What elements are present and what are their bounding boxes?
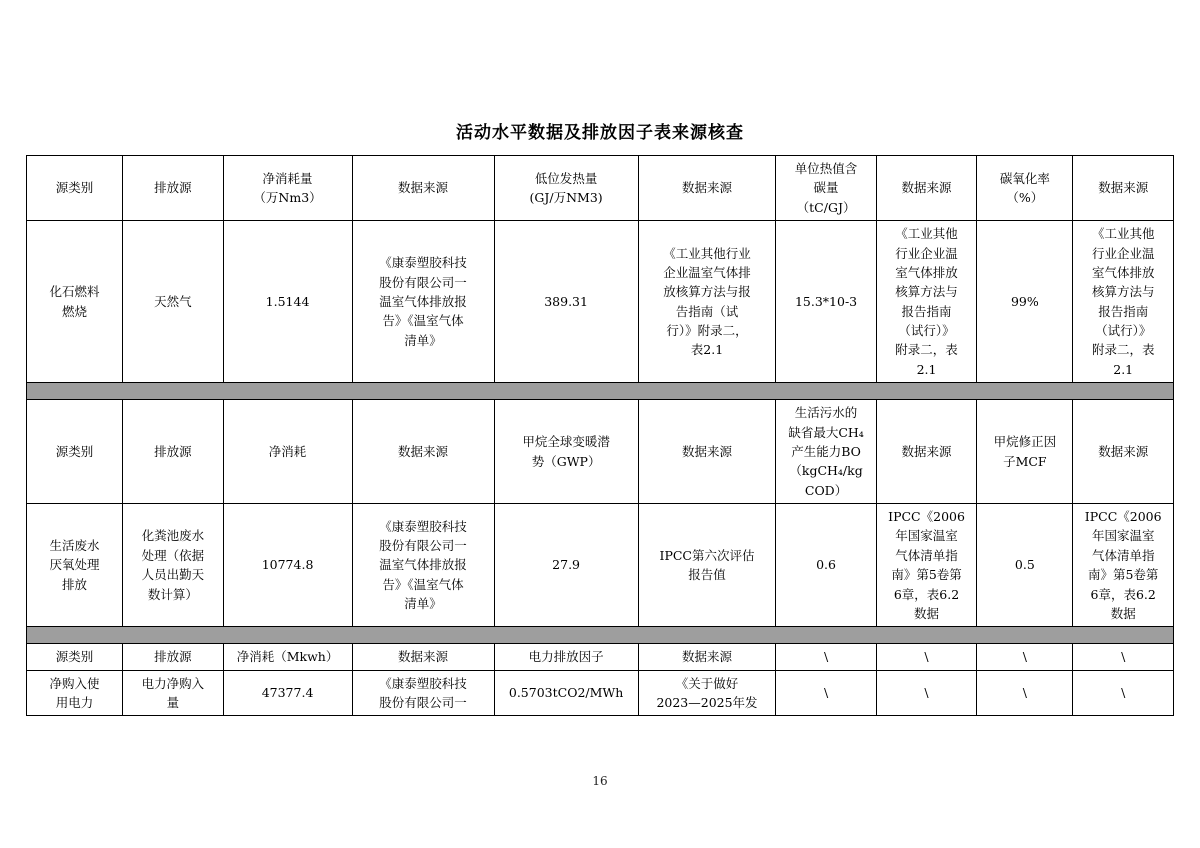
column-header: 数据来源 bbox=[352, 156, 494, 221]
table-cell: 《康泰塑胶科技 股份有限公司一 bbox=[352, 670, 494, 716]
column-header: \ bbox=[776, 644, 876, 670]
table-cell: 《关于做好 2023—2025年发 bbox=[638, 670, 776, 716]
column-header: 净消耗量 （万Nm3） bbox=[223, 156, 352, 221]
column-header: 数据来源 bbox=[876, 400, 976, 504]
column-header: 源类别 bbox=[27, 644, 123, 670]
table-cell: \ bbox=[776, 670, 876, 716]
table-cell: 电力净购入 量 bbox=[123, 670, 223, 716]
table-cell: IPCC《2006 年国家温室 气体清单指 南》第5卷第 6章，表6.2 数据 bbox=[876, 504, 976, 627]
column-header: 排放源 bbox=[123, 400, 223, 504]
column-header: 数据来源 bbox=[352, 400, 494, 504]
column-header: 排放源 bbox=[123, 156, 223, 221]
table-cell: 《工业其他 行业企业温 室气体排放 核算方法与 报告指南 （试行）》 附录二，表 2.1 bbox=[1073, 221, 1174, 383]
column-header: 数据来源 bbox=[1073, 156, 1174, 221]
table-cell: \ bbox=[977, 670, 1073, 716]
column-header: 数据来源 bbox=[638, 400, 776, 504]
column-header: 数据来源 bbox=[1073, 400, 1174, 504]
table-header-row bbox=[27, 156, 1174, 221]
section-divider-cell bbox=[27, 383, 1174, 400]
table-row bbox=[27, 221, 1174, 383]
column-header: 数据来源 bbox=[876, 156, 976, 221]
column-header: 电力排放因子 bbox=[494, 644, 638, 670]
column-header: 数据来源 bbox=[638, 156, 776, 221]
table-cell: 《工业其他 行业企业温 室气体排放 核算方法与 报告指南 （试行）》 附录二，表 2.1 bbox=[876, 221, 976, 383]
table-cell: 10774.8 bbox=[223, 504, 352, 627]
table-cell: 《康泰塑胶科技 股份有限公司一 温室气体排放报 告》《温室气体 清单》 bbox=[352, 221, 494, 383]
table-row bbox=[27, 504, 1174, 627]
table-cell: 15.3*10-3 bbox=[776, 221, 876, 383]
column-header: 净消耗 bbox=[223, 400, 352, 504]
table-row bbox=[27, 670, 1174, 716]
section-divider bbox=[27, 383, 1174, 400]
column-header: 数据来源 bbox=[638, 644, 776, 670]
table-cell: \ bbox=[876, 670, 976, 716]
column-header: 数据来源 bbox=[352, 644, 494, 670]
table-cell: 天然气 bbox=[123, 221, 223, 383]
table-cell: IPCC第六次评估 报告值 bbox=[638, 504, 776, 627]
table-cell: 化粪池废水 处理（依据 人员出勤天 数计算） bbox=[123, 504, 223, 627]
table-cell: 1.5144 bbox=[223, 221, 352, 383]
emission-factor-table bbox=[26, 155, 1174, 716]
column-header: 低位发热量 (GJ/万NM3) bbox=[494, 156, 638, 221]
table-cell: 0.6 bbox=[776, 504, 876, 627]
table-cell: 47377.4 bbox=[223, 670, 352, 716]
column-header: \ bbox=[1073, 644, 1174, 670]
table-cell: 《康泰塑胶科技 股份有限公司一 温室气体排放报 告》《温室气体 清单》 bbox=[352, 504, 494, 627]
column-header: 源类别 bbox=[27, 400, 123, 504]
page-title: 活动水平数据及排放因子表来源核查 bbox=[456, 123, 744, 143]
section-divider bbox=[27, 627, 1174, 644]
column-header: 甲烷全球变暖潜 势（GWP） bbox=[494, 400, 638, 504]
column-header: 源类别 bbox=[27, 156, 123, 221]
table-cell: 《工业其他行业 企业温室气体排 放核算方法与报 告指南（试 行）》附录二， 表2.1 bbox=[638, 221, 776, 383]
column-header: \ bbox=[977, 644, 1073, 670]
table-cell: 27.9 bbox=[494, 504, 638, 627]
column-header: 甲烷修正因 子MCF bbox=[977, 400, 1073, 504]
table-cell: 99% bbox=[977, 221, 1073, 383]
column-header: 生活污水的 缺省最大CH₄ 产生能力BO （kgCH₄/kg COD） bbox=[776, 400, 876, 504]
table-cell: 净购入使 用电力 bbox=[27, 670, 123, 716]
table-cell: 0.5703tCO2/MWh bbox=[494, 670, 638, 716]
table-cell: 化石燃料 燃烧 bbox=[27, 221, 123, 383]
table-cell: 0.5 bbox=[977, 504, 1073, 627]
table-cell: 生活废水 厌氧处理 排放 bbox=[27, 504, 123, 627]
column-header: 净消耗（Mkwh） bbox=[223, 644, 352, 670]
table-header-row bbox=[27, 644, 1174, 670]
section-divider-cell bbox=[27, 627, 1174, 644]
table-cell: \ bbox=[1073, 670, 1174, 716]
table-cell: IPCC《2006 年国家温室 气体清单指 南》第5卷第 6章，表6.2 数据 bbox=[1073, 504, 1174, 627]
column-header: 单位热值含 碳量 （tC/GJ） bbox=[776, 156, 876, 221]
table-header-row bbox=[27, 400, 1174, 504]
page-number: 16 bbox=[592, 774, 608, 788]
column-header: \ bbox=[876, 644, 976, 670]
column-header: 碳氧化率 （%） bbox=[977, 156, 1073, 221]
table-cell: 389.31 bbox=[494, 221, 638, 383]
column-header: 排放源 bbox=[123, 644, 223, 670]
